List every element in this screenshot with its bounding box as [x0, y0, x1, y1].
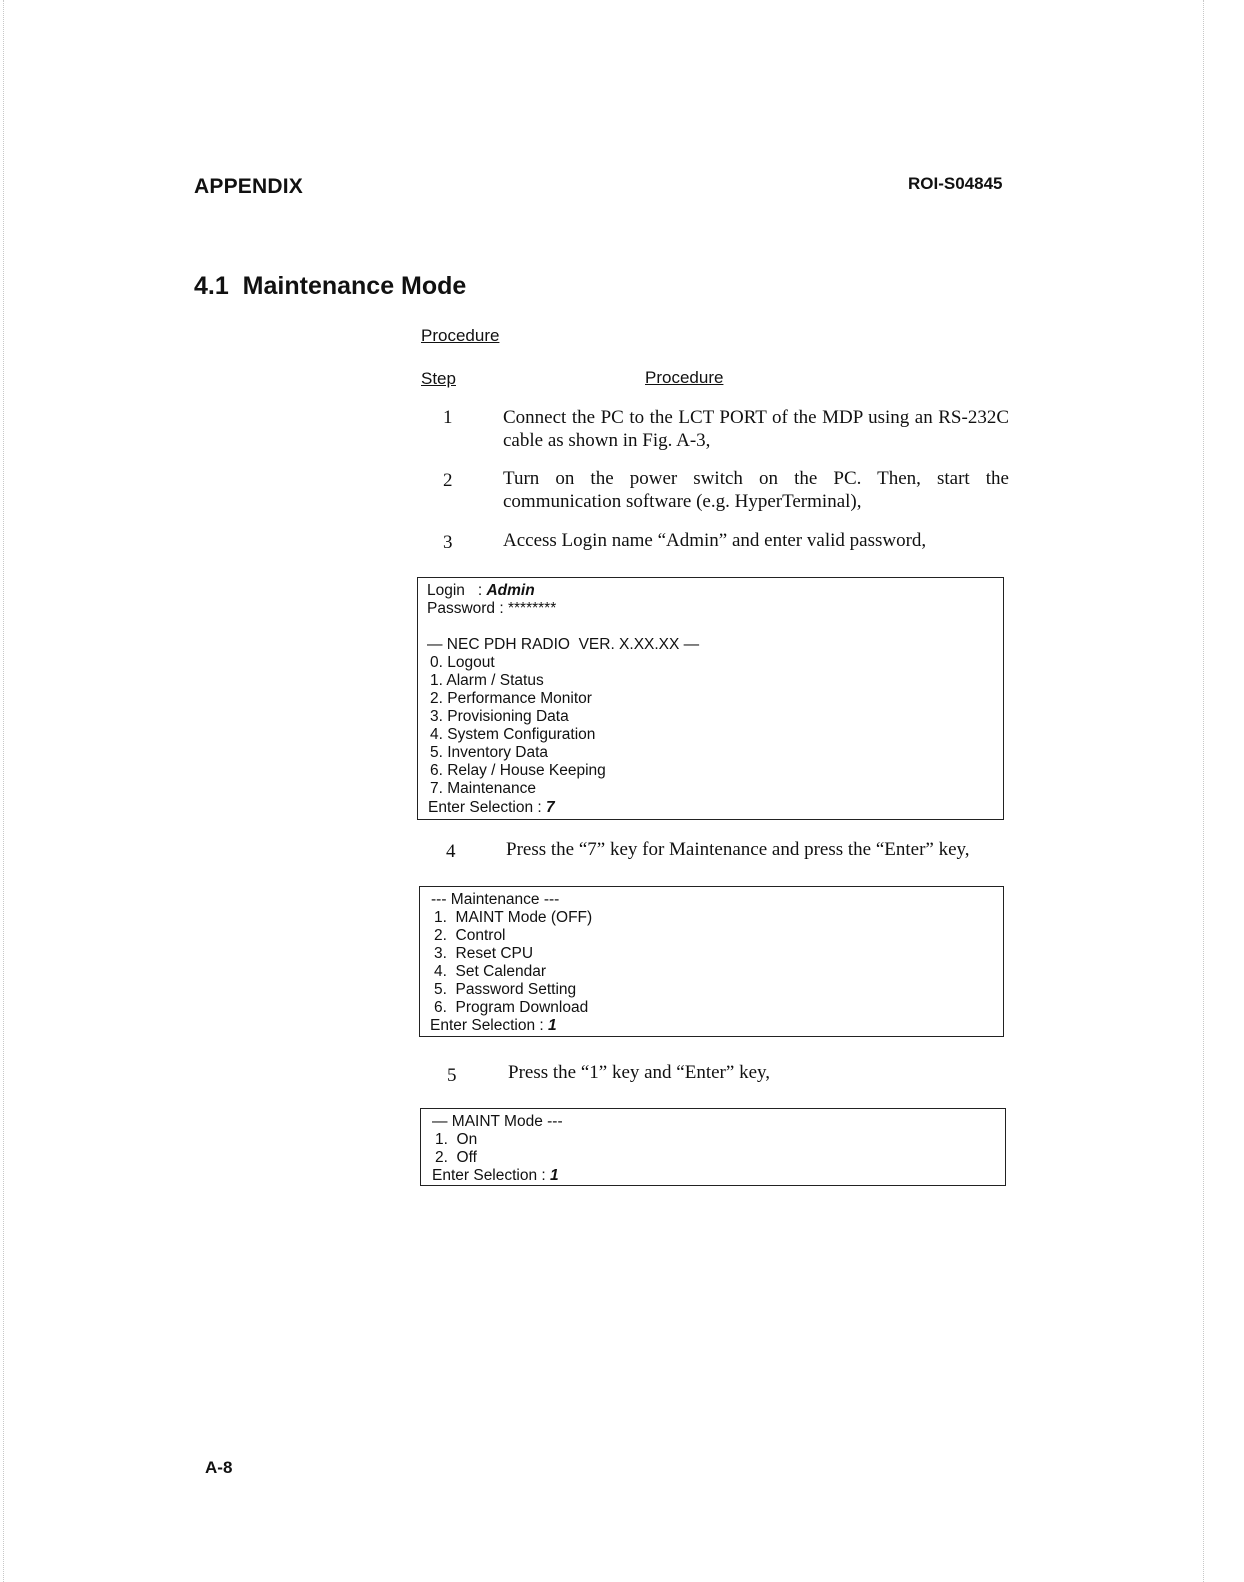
step-number: 3 [443, 532, 453, 553]
password-line: Password : ******** [427, 600, 557, 617]
step-number: 2 [443, 470, 453, 491]
step-column-header: Step [421, 369, 456, 388]
menu-item: 6. Relay / House Keeping [430, 762, 606, 779]
enter-selection-line: Enter Selection : 1 [430, 1017, 557, 1034]
step-text: Press the “7” key for Maintenance and press the “Enter” key, [506, 839, 970, 860]
menu-title: — NEC PDH RADIO VER. X.XX.XX — [427, 636, 700, 653]
menu-item: 1. On [435, 1131, 478, 1148]
procedure-heading: Procedure [421, 326, 500, 345]
page-number: A-8 [205, 1458, 233, 1477]
header-appendix: APPENDIX [194, 175, 303, 198]
step-text: Turn on the power switch on the PC. Then, start the communication software (e.g. HyperTerminal), [503, 468, 1009, 512]
enter-selection-line: Enter Selection : 7 [428, 799, 555, 816]
menu-item: 4. Set Calendar [434, 963, 547, 980]
menu-item: 5. Password Setting [434, 981, 577, 998]
menu-item: 3. Reset CPU [434, 945, 534, 962]
menu-item: 2. Off [435, 1149, 477, 1166]
step-text: Access Login name “Admin” and enter valid password, [503, 530, 927, 551]
menu-title: — MAINT Mode --- [432, 1113, 563, 1130]
document-id: ROI-S04845 [908, 174, 1003, 193]
section-title: Maintenance Mode [242, 272, 467, 300]
step-number: 4 [446, 841, 456, 862]
procedure-column-header: Procedure [645, 368, 724, 387]
selection-value: 7 [546, 799, 555, 816]
selection-value: 1 [550, 1167, 559, 1184]
section-heading [194, 272, 466, 301]
menu-item: 4. System Configuration [430, 726, 596, 743]
menu-item: 5. Inventory Data [430, 744, 549, 761]
section-number: 4.1 [194, 272, 229, 300]
menu-item: 1. MAINT Mode (OFF) [434, 909, 593, 926]
right-edge-mark [1203, 0, 1204, 1582]
login-value: Admin [486, 582, 535, 599]
left-edge-mark [3, 0, 4, 1582]
menu-item: 1. Alarm / Status [430, 672, 544, 689]
step-number: 5 [447, 1065, 457, 1086]
menu-item: 7. Maintenance [430, 780, 536, 797]
password-value: ******** [507, 600, 557, 617]
menu-item: 0. Logout [430, 654, 495, 671]
enter-selection-line: Enter Selection : 1 [432, 1167, 559, 1184]
step-text: Press the “1” key and “Enter” key, [508, 1062, 771, 1083]
menu-item: 6. Program Download [434, 999, 589, 1016]
selection-value: 1 [548, 1017, 557, 1034]
menu-item: 3. Provisioning Data [430, 708, 569, 725]
menu-item: 2. Control [434, 927, 506, 944]
login-line: Login : Admin [427, 582, 535, 599]
menu-title: --- Maintenance --- [431, 891, 560, 908]
step-number: 1 [443, 407, 453, 428]
step-text: Connect the PC to the LCT PORT of the MDP using an RS-232C cable as shown in Fig. A-3, [503, 407, 1009, 451]
menu-item: 2. Performance Monitor [430, 690, 592, 707]
